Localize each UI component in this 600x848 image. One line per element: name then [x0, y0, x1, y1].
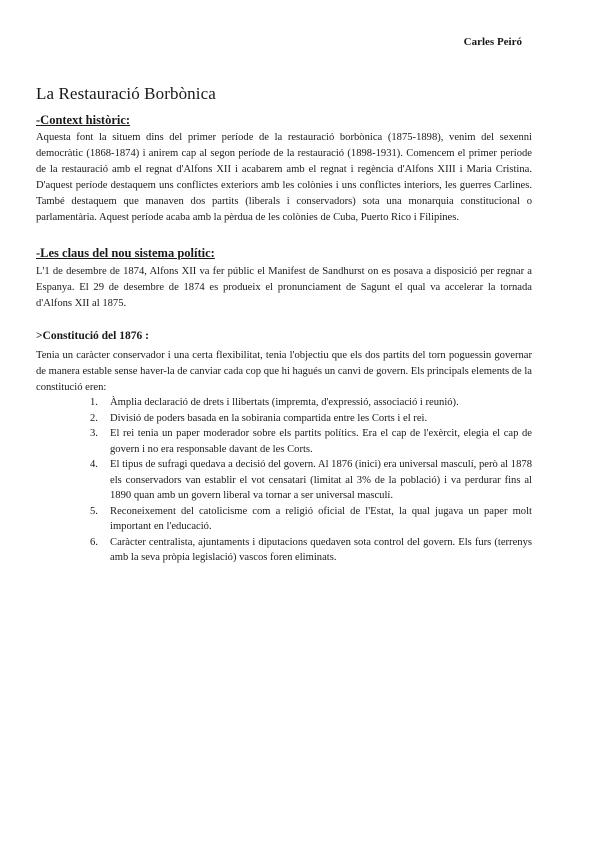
claus-heading: -Les claus del nou sistema polític: — [36, 246, 215, 260]
constitucio-elements-list — [90, 395, 532, 566]
list-item-number: 1. — [90, 397, 98, 408]
author-name: Carles Peiró — [463, 36, 522, 48]
list-item — [90, 457, 532, 504]
list-item — [90, 395, 532, 411]
list-item-text: Caràcter centralista, ajuntaments i diputacions quedaven sota control del govern. Els furs (terrenys amb la seva pròpia legislació) vascos foren eliminats. — [110, 536, 532, 563]
constitucio-heading: >Constitució del 1876 : — [36, 330, 149, 342]
list-item — [90, 504, 532, 535]
list-item-number: 6. — [90, 536, 98, 548]
list-item-text: Reconeixement del catolicisme com a religió oficial de l'Estat, la qual jugava un paper molt important en l'educació. — [110, 505, 532, 532]
page-title: La Restauració Borbònica — [36, 84, 216, 103]
claus-paragraph: L'1 de desembre de 1874, Alfons XII va fer públic el Manifest de Sandhurst on es posava a disposició per regnar a Espanya. El 29 de desembre de 1874 es produeix el pronunciament de Sagunt el qual va accelerar la tornada d'Alfons XII al 1875. — [36, 266, 532, 309]
list-item-number: 4. — [90, 459, 98, 470]
constitucio-paragraph: Tenia un caràcter conservador i una certa flexibilitat, tenia l'objectiu que els dos partits del torn poguessin governar de manera estable sense haver-la de canviar cada cop que hi hagués un canvi de govern. Els principals elements de la constitució eren: — [36, 350, 533, 393]
list-item-number: 5. — [90, 505, 98, 517]
list-item — [90, 411, 532, 427]
list-item-text: El rei tenia un paper moderador sobre els partits polítics. Era el cap de l'exèrcit, elegia el cap de govern i no era responsable davant de les Corts. — [110, 428, 532, 455]
list-item-text: El tipus de sufragi quedava a decisió del govern. Al 1876 (inici) era universal masculí, però al 1878 els conservadors van establir el vot censatari (limitat al 3% de la població) i va perdurar fins al 1890 quan amb un govern liberal va tornar a ser universal masculí. — [110, 459, 532, 501]
list-item-number: 2. — [90, 412, 98, 424]
list-item-text: Divisió de poders basada en la sobirania compartida entre les Corts i el rei. — [110, 412, 428, 424]
list-item — [90, 535, 532, 566]
list-item-text: Àmplia declaració de drets i llibertats (impremta, d'expressió, associació i reunió). — [110, 397, 459, 408]
list-item — [90, 426, 532, 457]
context-heading: -Context històric: — [36, 113, 131, 127]
context-paragraph: Aquesta font la situem dins del primer període de la restauració borbònica (1875-1898), venim del sexenni democràtic (1868-1874) i anirem cap al segon període de la restauració (1898-1931). Comencem el primer període de la restauració amb el regnat d'Alfons XII i acabarem amb el regnat i regència d'Alfons XIII i Maria Cristina. D'aquest període destaquem uns conflictes exteriors amb les colònies i uns conflictes interiors, les guerres Carlines. També destaquem que manaven dos partits (liberals i conservadors) sota una monarquia constitucional o parlamentària. Aquest període acaba amb la pèrdua de les colònies de Cuba, Puerto Rico i Filipines. — [36, 132, 532, 223]
list-item-number: 3. — [90, 428, 98, 439]
